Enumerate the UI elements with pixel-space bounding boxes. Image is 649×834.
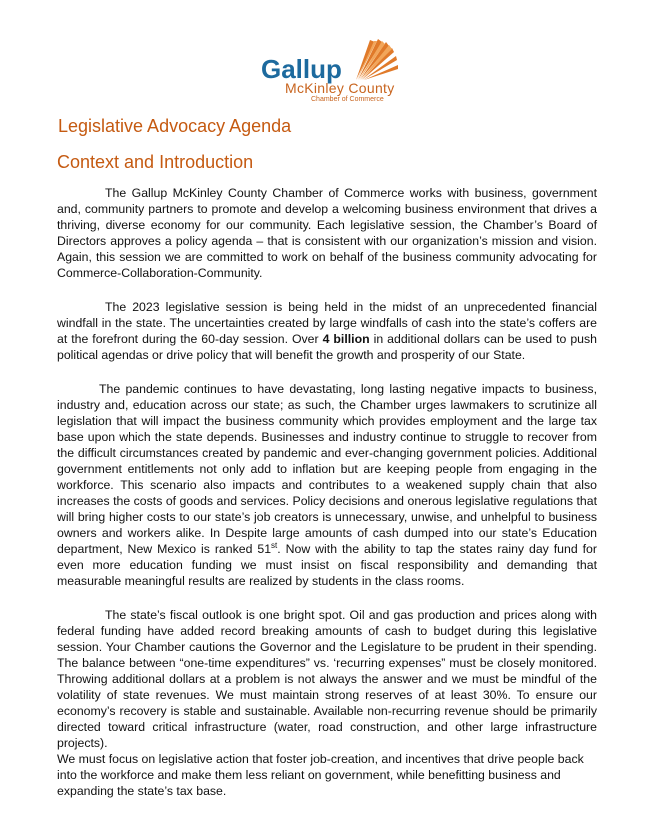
paragraph-session-text-b: in additional dollars can be used to push political agendas or drive policy that will benefit the growth and prosperity of our State.	[57, 332, 597, 362]
paragraph-session-text-a: The 2023 legislative session is being held in the midst of an unprecedented financial windfall in the state. The uncertainties created by large windfalls of cash into the state’s coffers are at the forefront during the 60-day session. Over	[57, 300, 597, 346]
logo-word-gallup: Gallup	[261, 54, 342, 84]
paragraph-pandemic-text-a: The pandemic continues to have devastating, long lasting negative impacts to business, industry and, education across our state; as such, the Chamber urges lawmakers to scrutinize all legislation that will impact the business community which provides employment and the large tax base upon which the state depends. Businesses and industry continue to struggle to recover from the difficult circumstances created by pandemic and ever-changing government policies. Additional government entitlements not only add to inflation but are keeping people from engaging in the workforce. This scenario also impacts and contributes to a weakened supply chain that also increases the costs of goods and services. Policy decisions and onerous legislative regulations that will bring higher costs to our state’s job creators is unnecessary, unwise, and unhelpful to business owners and workers alike. In Despite large amounts of cash dumped into our state’s Education department, New Mexico is ranked 51	[57, 382, 597, 556]
logo-word-chamber: Chamber of Commerce	[311, 96, 384, 103]
paragraph-session-bold: 4 billion	[322, 332, 370, 346]
sunburst-fan-icon	[348, 36, 408, 86]
heading-legislative-agenda: Legislative Advocacy Agenda	[58, 116, 292, 136]
paragraph-session	[57, 299, 597, 363]
paragraph-pandemic-text-b: . Now with the ability to tap the states rainy day fund for even more education funding we must insist on fiscal responsibility and demanding that measurable meaningful results are realized by students in the class rooms.	[57, 542, 597, 588]
body-text	[57, 185, 597, 799]
logo-word-mckinley: McKinley County	[285, 80, 395, 96]
heading-context-intro: Context and Introduction	[57, 152, 254, 172]
paragraph-focus: We must focus on legislative action that foster job-creation, and incentives that drive people back into the workforce and make them less reliant on government, while benefitting business and expanding the state’s tax base.	[57, 752, 584, 798]
paragraph-pandemic	[57, 381, 597, 589]
paragraph-fiscal: The state’s fiscal outlook is one bright spot. Oil and gas production and prices along with federal funding have added record breaking amounts of cash to budget during this legislative session. Your Chamber cautions the Governor and the Legislature to be prudent in their spending. The balance between “one-time expenditures” vs. ‘recurring expenses” must be closely monitored. Throwing additional dollars at a problem is not always the answer and we must be mindful of the volatility of state revenues. We must maintain strong reserves of at least 30%. To ensure our economy’s recovery is stable and sustainable. Available non-recurring revenue should be primarily directed toward critical infrastructure (water, road construction, and other large infrastructure projects).	[57, 608, 597, 750]
chamber-logo	[258, 36, 418, 108]
paragraph-intro: The Gallup McKinley County Chamber of Commerce works with business, government and, community partners to promote and develop a welcoming business environment that drives a thriving, diverse economy for our community. Each legislative session, the Chamber’s Board of Directors approves a policy agenda – that is consistent with our organization’s mission and vision. Again, this session we are committed to work on behalf of the business community advocating for Commerce-Collaboration-Community.	[57, 186, 597, 280]
paragraph-pandemic-sup: st	[271, 540, 278, 550]
